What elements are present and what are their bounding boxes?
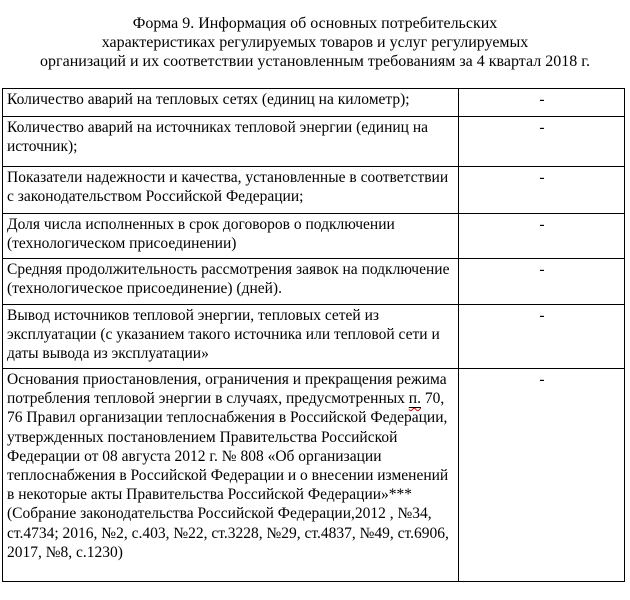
- row-value: -: [459, 89, 625, 117]
- table-row: [3, 214, 625, 259]
- table-row: [3, 117, 625, 167]
- row-label-text-pre: Основания приостановления, ограничения и прекращения режима потребления тепловой энергии в случаях, предусмотренных: [7, 371, 447, 408]
- table-row: [3, 167, 625, 214]
- row-value: -: [459, 167, 625, 214]
- row-label: Средняя продолжительность рассмотрения заявок на подключение (технологическое присоединение) (дней).: [3, 259, 459, 305]
- row-label: Показатели надежности и качества, установленные в соответствии с законодательством Российской Федерации;: [3, 167, 459, 214]
- form-table: [2, 88, 625, 582]
- row-value: -: [459, 117, 625, 167]
- row-label: Количество аварий на источниках тепловой энергии (единиц на источник);: [3, 117, 459, 167]
- row-label: Вывод источников тепловой энергии, тепловых сетей из эксплуатации (с указанием такого источника или тепловой сети и даты вывода из эксплуатации»: [3, 305, 459, 369]
- row-label: Доля числа исполненных в срок договоров о подключении (технологическом присоединении): [3, 214, 459, 259]
- row-label: Количество аварий на тепловых сетях (единиц на километр);: [3, 89, 459, 117]
- page-title-line-3: организаций и их соответствии установленным требованиям за 4 квартал 2018 г.: [40, 53, 590, 70]
- page-title: [0, 0, 630, 71]
- row-value: -: [459, 369, 625, 582]
- table-row: [3, 89, 625, 117]
- row-value: -: [459, 259, 625, 305]
- page-title-line-1: Форма 9. Информация об основных потребительских: [132, 15, 498, 32]
- row-label-text-post: 70, 76 Правил организации теплоснабжения в Российской Федерации, утвержденных постановлением Правительства Российской Федерации от 08 августа 2012 г. № 808 «Об организации теплоснабжения в Российской Федерации и о внесении изменений в некоторые акты Правительства Российской Федерации»*** (Собрание законодательства Российской Федерации,2012 , №34, ст.4734; 2016, №2, с.403, №22, ст.3228, №29, ст.4837, №49, ст.6906, 2017, №8, с.1230): [7, 390, 449, 561]
- row-label: [3, 369, 459, 582]
- spellcheck-word: [409, 390, 421, 407]
- row-value: -: [459, 305, 625, 369]
- table-row: [3, 259, 625, 305]
- page-title-line-2: характеристиках регулируемых товаров и услуг регулируемых: [101, 34, 529, 51]
- underlined-word: п.: [408, 390, 421, 408]
- table-row: [3, 305, 625, 369]
- table-row: [3, 369, 625, 582]
- row-value: -: [459, 214, 625, 259]
